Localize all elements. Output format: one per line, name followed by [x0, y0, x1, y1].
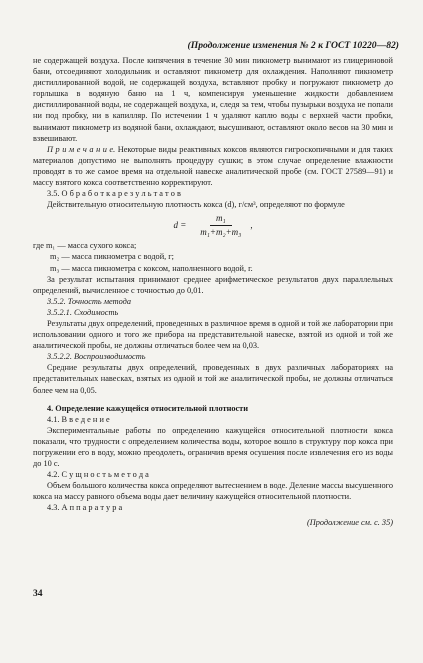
- note-text: Некоторые виды реактивных коксов являются гигроскопичными и для таких материалов допустимо не выполнять процедуру сушки; в этом случае определение влажности проводят в то же самое время на отдельной навеске аналитической пробе (см. ГОСТ 27589—91) и массу взятого кокса соответственно корректируют.: [33, 144, 393, 188]
- result-paragraph: За результат испытания принимают среднее арифметическое результатов двух параллельных определений, вычисленное с точностью до 0,01.: [33, 274, 393, 295]
- formula-denominator: m₁+m₂+m₃: [200, 226, 242, 237]
- section-3-5-title: 3.5. О б р а б о т к а р е з у л ь т а т о в: [47, 189, 181, 199]
- continued-note: (Продолжение см. с. 35): [306, 517, 393, 527]
- introduction-paragraph: Экспериментальные работы по определению кажущейся относительной плотности кокса показали, что трудности с определением количества воды, которое вошло в структуру пор кокса при погружении его в воду, можно преодолеть, ограничив время осушения после извлечения его из воды до 10 с.: [33, 425, 393, 469]
- page-number: 34: [33, 588, 43, 599]
- formula-numerator: m₁: [210, 213, 232, 226]
- paragraph-continuation: не содержащей воздуха. После кипячения в течение 30 мин пикнометр вынимают из глицериновой бани, отсоединяют холодильник и оставляют пикнометр для охлаждения. Наполняют пикнометр дистиллированной водой, не содержащей воздуха, вставляют пробку и погружают пикнометр до горлышка в водяную баню на 1 ч, компенсируя уменьшение жидкости добавлением дистиллированной воды, не содержащей воздуха, и, следя за тем, чтобы пузырьки воздуха не попали ни под пробку, ни в капилляр. По истечении 1 ч удаляют каплю воды с верхней части пробки, вынимают пикнометр из водяной бани, охлаждают, высушивают, оставляют около весов на 30 мин и взвешивают.: [33, 56, 393, 143]
- legend-item: где m₁ — масса сухого кокса;: [33, 241, 137, 251]
- legend-item: m₃ — масса пикнометра с коксом, наполненного водой, г.: [50, 263, 253, 273]
- page-body: [33, 55, 393, 528]
- convergence-paragraph: Результаты двух определений, проведенных в различное время в одной и той же лаборатории при использовании одного и того же прибора на представительной навеске, взятой из одной и той же аналитической пробы, не должны отличаться более чем на 0,03.: [33, 318, 393, 351]
- section-4-3-title: 4.3. А п п а р а т у р а: [47, 503, 123, 513]
- section-4-title: 4. Определение кажущейся относительной плотности: [47, 403, 249, 413]
- formula-fraction: [194, 213, 247, 238]
- legend-item: m₂ — масса пикнометра с водой, г;: [50, 252, 174, 262]
- density-formula: [33, 210, 393, 240]
- formula-lhs: d =: [173, 219, 187, 230]
- section-3-5-2-2-title: 3.5.2.2. Воспроизводимость: [47, 352, 146, 362]
- section-3-5-2-1-title: 3.5.2.1. Сходимость: [47, 307, 119, 317]
- formula-trail: ,: [250, 219, 253, 230]
- formula-legend: [33, 240, 393, 273]
- reproducibility-paragraph: Средние результаты двух определений, проведенных в двух различных лабораториях на представительных навесках, взятых из одной и той же аналитической пробы, не должны отличаться более чем на 0,05.: [33, 363, 393, 395]
- section-3-5-intro: Действительную относительную плотность кокса (d), г/см³, определяют по формуле: [47, 200, 345, 210]
- section-3-5-2-title: 3.5.2. Точность метода: [47, 296, 131, 306]
- page-header: (Продолжение изменения № 2 к ГОСТ 10220—82): [187, 40, 399, 51]
- note-label: П р и м е ч а н и е.: [47, 144, 116, 154]
- section-4-1-title: 4.1. В в е д е н и е: [47, 414, 110, 424]
- method-essence-paragraph: Объем большого количества кокса определяют вытеснением в воде. Деление массы высушенного кокса на массу равного объема воды дает величину кажущейся относительной плотности.: [33, 481, 393, 502]
- note-paragraph: [33, 144, 393, 188]
- section-4-2-title: 4.2. С у щ н о с т ь м е т о д а: [47, 470, 149, 480]
